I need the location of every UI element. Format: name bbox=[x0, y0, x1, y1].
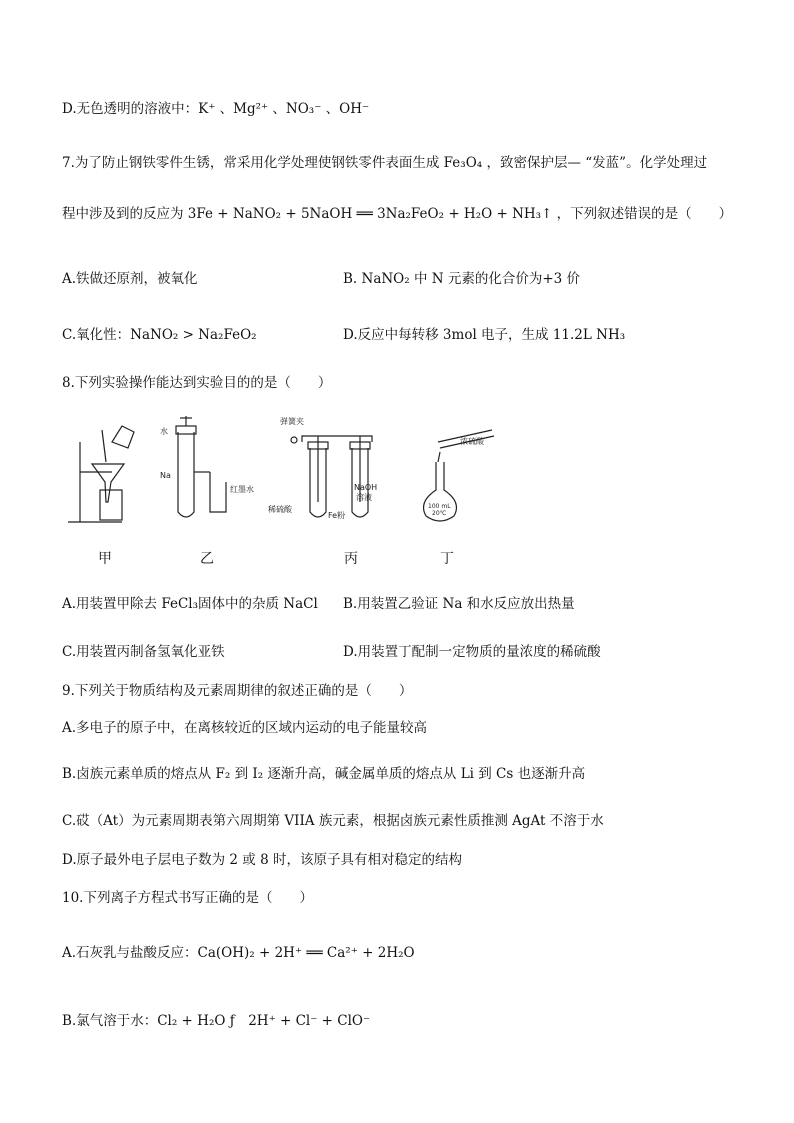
q6-option-d: D.无色透明的溶液中：K⁺ 、Mg²⁺ 、NO₃⁻ 、OH⁻ bbox=[62, 101, 370, 117]
q10-option-a: A.石灰乳与盐酸反应：Ca(OH)₂ + 2H⁺ ══ Ca²⁺ + 2H₂O bbox=[62, 945, 415, 961]
q9-option-b: B.卤族元素单质的熔点从 F₂ 到 I₂ 逐渐升高，碱金属单质的熔点从 Li 到 Cs 也逐渐升高 bbox=[62, 766, 586, 782]
apparatus-yi bbox=[176, 416, 226, 517]
fig-label-conc-h2so4: 浓硫酸 bbox=[460, 437, 484, 446]
q7-stem-line1: 7.为了防止钢铁零件生锈，常采用化学处理使钢铁零件表面生成 Fe₃O₄ ，致密保护层— “发蓝”。化学处理过 bbox=[62, 155, 708, 171]
q9-option-a: A.多电子的原子中，在离核较近的区域内运动的电子能量较高 bbox=[62, 720, 428, 736]
fig-label-clamp: 弹簧夹 bbox=[280, 417, 304, 426]
q7-option-c: C.氧化性：NaNO₂ > Na₂FeO₂ bbox=[62, 327, 257, 343]
label-ding: 丁 bbox=[440, 551, 454, 567]
fig-label-red-ink: 红墨水 bbox=[230, 485, 254, 494]
fig-label-flask-temp: 20℃ bbox=[432, 510, 447, 517]
q8-option-c: C.用装置丙制备氢氧化亚铁 bbox=[62, 644, 225, 660]
label-bing: 丙 bbox=[344, 551, 358, 567]
fig-label-flask-volume: 100 mL bbox=[428, 503, 451, 510]
q8-option-a: A.用装置甲除去 FeCl₃固体中的杂质 NaCl bbox=[62, 596, 318, 612]
q9-option-c: C.砹（At）为元素周期表第六周期第 VIIA 族元素，根据卤族元素性质推测 AgAt 不溶于水 bbox=[62, 813, 604, 829]
fig-label-na: Na bbox=[160, 471, 171, 480]
fig-label-naoh: NaOH bbox=[354, 483, 378, 492]
q7-option-a: A.铁做还原剂，被氧化 bbox=[62, 271, 198, 287]
q8-stem: 8.下列实验操作能达到实验目的的是（ ） bbox=[62, 375, 332, 391]
q9-stem: 9.下列关于物质结构及元素周期律的叙述正确的是（ ） bbox=[62, 683, 413, 699]
q9-option-d: D.原子最外电子层电子数为 2 或 8 时，该原子具有相对稳定的结构 bbox=[62, 852, 462, 868]
apparatus-jia bbox=[68, 426, 134, 522]
q7-stem-line2: 程中涉及到的反应为 3Fe + NaNO₂ + 5NaOH ══ 3Na₂FeO₂ + H₂O + NH₃↑ ，下列叙述错误的是（ ） bbox=[62, 206, 733, 222]
q7-option-b: B. NaNO₂ 中 N 元素的化合价为+3 价 bbox=[343, 271, 581, 287]
label-yi: 乙 bbox=[200, 551, 214, 567]
apparatus-bing bbox=[291, 436, 372, 517]
fig-label-water: 水 bbox=[160, 427, 168, 436]
fig-label-fe-powder: Fe粉 bbox=[328, 511, 346, 520]
q7-option-d: D.反应中每转移 3mol 电子，生成 11.2L NH₃ bbox=[343, 327, 626, 343]
q8-option-b: B.用装置乙验证 Na 和水反应放出热量 bbox=[343, 596, 575, 612]
fig-label-naoh-solution: 溶液 bbox=[356, 493, 372, 502]
label-jia: 甲 bbox=[98, 551, 112, 567]
q10-option-b: B.氯气溶于水：Cl₂ + H₂O ƒ 2H⁺ + Cl⁻ + ClO⁻ bbox=[62, 1013, 371, 1029]
q10-stem: 10.下列离子方程式书写正确的是（ ） bbox=[62, 890, 313, 906]
fig-label-dilute-h2so4: 稀硫酸 bbox=[268, 505, 292, 514]
q8-option-d: D.用装置丁配制一定物质的量浓度的稀硫酸 bbox=[343, 644, 601, 660]
